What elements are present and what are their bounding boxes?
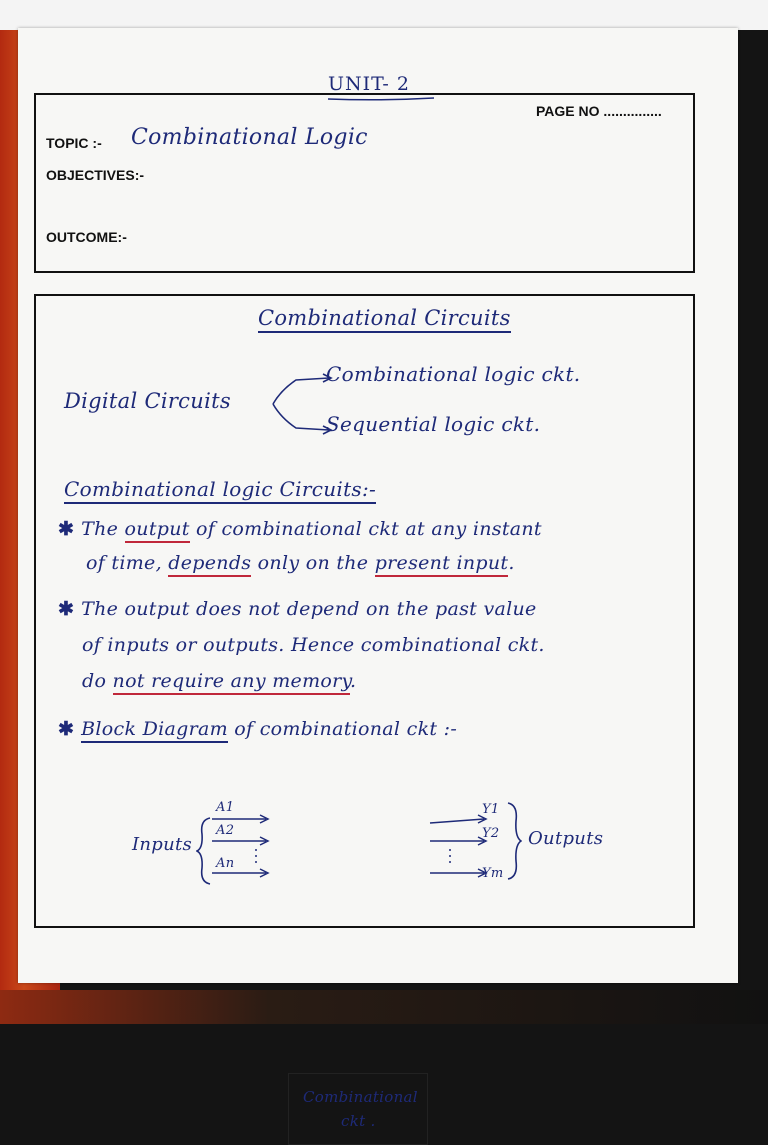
classification-root: Digital Circuits xyxy=(64,389,231,413)
bullet-2-line-3: do not require any memory. xyxy=(82,670,356,692)
notebook-page xyxy=(18,28,738,1130)
asterisk-icon: ✱ xyxy=(58,598,82,620)
diagram-inputs-label: Inputs xyxy=(132,834,193,855)
bullet-2-line-1: ✱ The output does not depend on the past value xyxy=(58,598,537,620)
background-top-strip xyxy=(0,0,768,30)
input-line-an: An xyxy=(216,856,235,871)
input-line-a2: A2 xyxy=(216,823,235,838)
topic-value: Combinational Logic xyxy=(131,125,368,150)
objectives-label: OBJECTIVES:- xyxy=(46,167,145,183)
bullet-2-line-2: of inputs or outputs. Hence combinational ckt. xyxy=(82,634,545,656)
outputs-brace-icon xyxy=(506,801,522,881)
block-label-line-2: ckt . xyxy=(341,1112,376,1130)
output-arrows-icon xyxy=(428,801,490,881)
asterisk-icon: ✱ xyxy=(58,518,82,540)
topic-label: TOPIC :- xyxy=(46,135,102,151)
page-number-label: PAGE NO ............... xyxy=(536,103,662,119)
block-label-line-1: Combinational xyxy=(303,1088,418,1106)
outcome-label: OUTCOME:- xyxy=(46,229,127,245)
background-bottom-strip xyxy=(0,990,768,1024)
combinational-block xyxy=(288,1073,428,1145)
unit-heading: UNIT- 2 xyxy=(328,73,410,95)
output-line-y2: Y2 xyxy=(482,826,500,841)
bullet-1-line-1: ✱ The output of combinational ckt at any instant xyxy=(58,518,542,540)
content-heading: Combinational Circuits xyxy=(258,306,511,333)
input-arrows-icon xyxy=(210,811,272,881)
diagram-outputs-label: Outputs xyxy=(528,828,604,849)
asterisk-icon: ✱ xyxy=(58,718,82,740)
bullet-1-line-2: of time, depends only on the present input. xyxy=(86,552,515,574)
header-box xyxy=(34,93,695,273)
branch-combinational: Combinational logic ckt. xyxy=(326,362,581,386)
output-line-y1: Y1 xyxy=(482,802,500,817)
branch-arrows-icon xyxy=(241,368,336,440)
section-title: Combinational logic Circuits:- xyxy=(64,477,376,504)
input-line-a1: A1 xyxy=(216,800,235,815)
branch-sequential: Sequential logic ckt. xyxy=(326,412,541,436)
content-box xyxy=(34,294,695,1130)
bullet-3-line-1: ✱ Block Diagram of combinational ckt :- xyxy=(58,718,457,740)
output-line-ym: Ym xyxy=(482,866,504,881)
